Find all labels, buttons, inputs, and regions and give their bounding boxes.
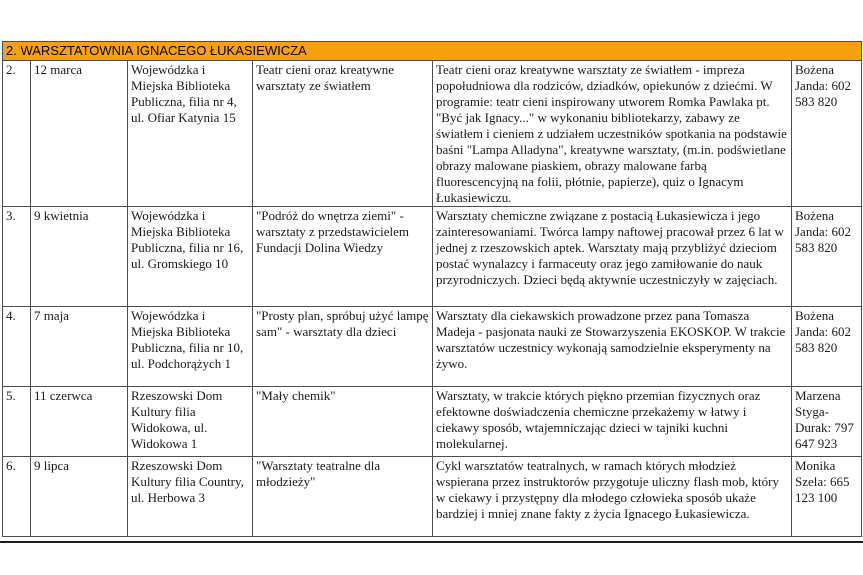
cell-title: "Prosty plan, spróbuj użyć lampę sam" - warsztaty dla dzieci — [253, 307, 433, 387]
cell-place: Wojewódzka i Miejska Biblioteka Publiczna, filia nr 10, ul. Podchorążych 1 — [128, 307, 253, 387]
cell-title: "Podróż do wnętrza ziemi" - warsztaty z przedstawicielem Fundacji Dolina Wiedzy — [253, 207, 433, 307]
cell-date: 9 kwietnia — [31, 207, 128, 307]
cell-date: 11 czerwca — [31, 387, 128, 457]
cell-date: 12 marca — [31, 61, 128, 207]
cell-place: Rzeszowski Dom Kultury filia Country, ul. Herbowa 3 — [128, 457, 253, 537]
page-bottom-divider — [0, 541, 863, 543]
cell-date: 9 lipca — [31, 457, 128, 537]
cell-number: 3. — [3, 207, 31, 307]
cell-place: Wojewódzka i Miejska Biblioteka Publiczna, filia nr 16, ul. Gromskiego 10 — [128, 207, 253, 307]
cell-contact: Monika Szela: 665 123 100 — [792, 457, 862, 537]
section-header-row — [3, 42, 862, 61]
cell-title: "Warsztaty teatralne dla młodzieży" — [253, 457, 433, 537]
cell-title: Teatr cieni oraz kreatywne warsztaty ze światłem — [253, 61, 433, 207]
cell-contact: Marzena Styga-Durak: 797 647 923 — [792, 387, 862, 457]
cell-date: 7 maja — [31, 307, 128, 387]
workshops-table — [2, 41, 862, 537]
cell-contact: Bożena Janda: 602 583 820 — [792, 307, 862, 387]
cell-contact: Bożena Janda: 602 583 820 — [792, 207, 862, 307]
table-row — [3, 457, 862, 537]
table-row — [3, 307, 862, 387]
cell-description: Teatr cieni oraz kreatywne warsztaty ze światłem - impreza popołudniowa dla rodziców, dziadków, opiekunów z dziećmi. W programie: teatr cieni inspirowany utworem Romka Pawlaka pt. "Być jak Ignacy..." w wykonaniu bibliotekarzy, zabawy ze światłem i cieniem z udziałem uczestników spotkania na podstawie baśni "Lampa Alladyna", kreatywne warsztaty, (m.in. podświetlane obrazy malowane piaskiem, obrazy malowane farbą fluorescencyjną na folii, płótnie, papierze), quiz o Ignacym Łukasiewiczu. — [433, 61, 792, 207]
table-row — [3, 207, 862, 307]
cell-description: Warsztaty, w trakcie których piękno przemian fizycznych oraz efektowne doświadczenia chemiczne przekażemy w łatwy i ciekawy sposób, wtajemniczając dzieci w tajniki kuchni molekularnej. — [433, 387, 792, 457]
cell-description: Warsztaty chemiczne związane z postacią Łukasiewicza i jego zainteresowaniami. Twórca lampy naftowej pracował przez 6 lat w jednej z rzeszowskich aptek. Warsztaty mają przybliżyć dzieciom postać wynalazcy i farmaceuty oraz jego zamiłowanie do nauk przyrodniczych. Dzieci będą aktywnie uczestniczyły w zajęciach. — [433, 207, 792, 307]
cell-contact: Bożena Janda: 602 583 820 — [792, 61, 862, 207]
cell-place: Rzeszowski Dom Kultury filia Widokowa, ul. Widokowa 1 — [128, 387, 253, 457]
cell-number: 2. — [3, 61, 31, 207]
cell-place: Wojewódzka i Miejska Biblioteka Publiczna, filia nr 4, ul. Ofiar Katynia 15 — [128, 61, 253, 207]
cell-number: 6. — [3, 457, 31, 537]
cell-title: "Mały chemik" — [253, 387, 433, 457]
cell-description: Cykl warsztatów teatralnych, w ramach których młodzież wspierana przez instruktorów przygotuje uliczny flash mob, który w ciekawy i przystępny dla młodego człowieka sposób ukaże bardziej i mniej znane fakty z życia Ignacego Łukasiewicza. — [433, 457, 792, 537]
table-row — [3, 387, 862, 457]
cell-description: Warsztaty dla ciekawskich prowadzone przez pana Tomasza Madeja - pasjonata nauki ze Stowarzyszenia EKOSKOP. W trakcie warsztatów uczestnicy wykonają samodzielnie eksperymenty na żywo. — [433, 307, 792, 387]
table-row — [3, 61, 862, 207]
section-title: 2. WARSZTATOWNIA IGNACEGO ŁUKASIEWICZA — [3, 42, 862, 61]
cell-number: 4. — [3, 307, 31, 387]
cell-number: 5. — [3, 387, 31, 457]
